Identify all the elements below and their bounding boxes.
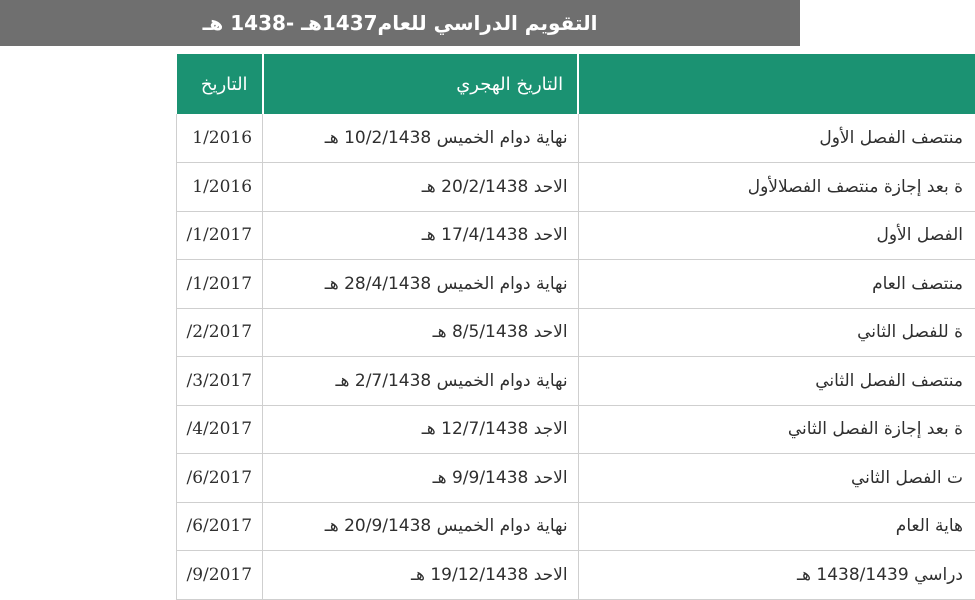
gregorian-date-cell: /1/2017 (176, 260, 263, 309)
event-cell: ة بعد إجازة منتصف الفصلالأول (578, 163, 975, 212)
gregorian-date-cell: /4/2017 (176, 405, 263, 454)
gregorian-date-cell: /6/2017 (176, 454, 263, 503)
table-row (176, 211, 975, 260)
event-cell: منتصف الفصل الثاني (578, 357, 975, 406)
hijri-date-cell: نهاية دوام الخميس 2/7/1438 هـ (263, 357, 579, 406)
table-row (176, 260, 975, 309)
page-title: التقويم الدراسي للعام1437هـ -1438 هـ (0, 0, 800, 46)
hijri-date-cell: نهاية دوام الخميس 28/4/1438 هـ (263, 260, 579, 309)
hijri-date-cell: نهاية دوام الخميس 20/9/1438 هـ (263, 502, 579, 551)
gregorian-date-cell: 1/2016 (176, 163, 263, 212)
gregorian-date-cell: /6/2017 (176, 502, 263, 551)
hijri-date-cell: الاحد 20/2/1438 هـ (263, 163, 579, 212)
event-cell: ة بعد إجازة الفصل الثاني (578, 405, 975, 454)
hijri-date-cell: الاجد 12/7/1438 هـ (263, 405, 579, 454)
header-event (578, 54, 975, 114)
table-row (176, 502, 975, 551)
table-row (176, 308, 975, 357)
event-cell: دراسي 1438/1439 هـ (578, 551, 975, 600)
event-cell: هاية العام (578, 502, 975, 551)
header-gregorian-date: التاريخ (176, 54, 263, 114)
gregorian-date-cell: /2/2017 (176, 308, 263, 357)
table-row (176, 357, 975, 406)
hijri-date-cell: الاحد 17/4/1438 هـ (263, 211, 579, 260)
header-hijri-date: التاريخ الهجري (263, 54, 579, 114)
title-divider (0, 46, 800, 54)
academic-calendar-table (175, 54, 975, 600)
table-row (176, 454, 975, 503)
gregorian-date-cell: /9/2017 (176, 551, 263, 600)
hijri-date-cell: الاحد 19/12/1438 هـ (263, 551, 579, 600)
event-cell: ت الفصل الثاني (578, 454, 975, 503)
event-cell: الفصل الأول (578, 211, 975, 260)
table-row (176, 163, 975, 212)
event-cell: منتصف العام (578, 260, 975, 309)
hijri-date-cell: نهاية دوام الخميس 10/2/1438 هـ (263, 114, 579, 163)
table-header-row (176, 54, 975, 114)
table-row (176, 551, 975, 600)
gregorian-date-cell: /3/2017 (176, 357, 263, 406)
hijri-date-cell: الاحد 9/9/1438 هـ (263, 454, 579, 503)
gregorian-date-cell: /1/2017 (176, 211, 263, 260)
gregorian-date-cell: 1/2016 (176, 114, 263, 163)
event-cell: منتصف الفصل الأول (578, 114, 975, 163)
hijri-date-cell: الاحد 8/5/1438 هـ (263, 308, 579, 357)
table-row (176, 114, 975, 163)
table-row (176, 405, 975, 454)
event-cell: ة للفصل الثاني (578, 308, 975, 357)
